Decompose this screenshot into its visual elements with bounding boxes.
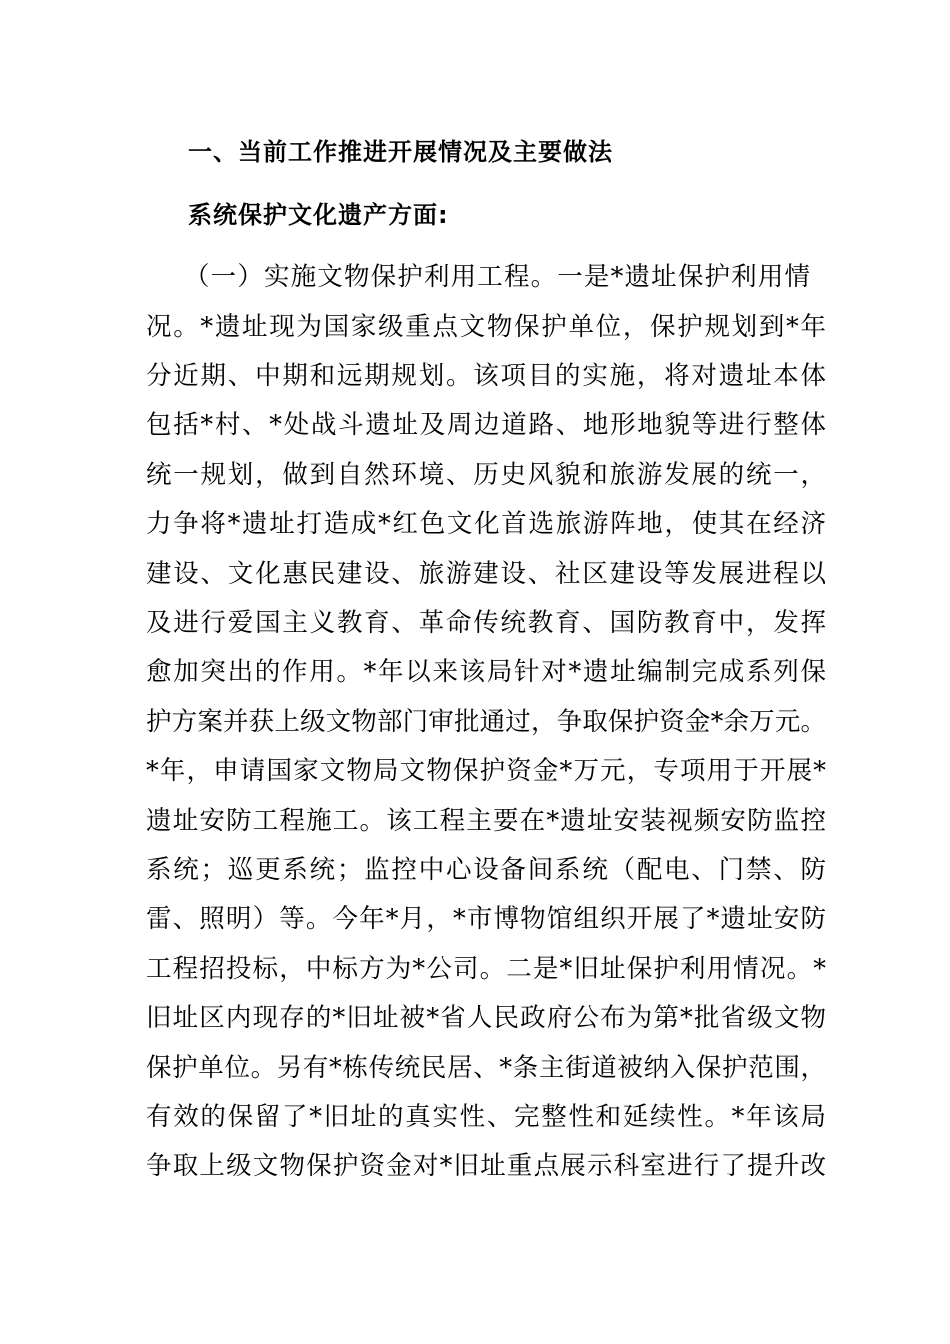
paragraph-line: 保护单位。另有*栋传统民居、*条主街道被纳入保护范围， <box>146 1053 826 1083</box>
paragraph-line: 护方案并获上级文物部门审批通过，争取保护资金*余万元。 <box>146 707 826 737</box>
paragraph-line: 旧址区内现存的*旧址被*省人民政府公布为第*批省级文物 <box>146 1003 826 1033</box>
paragraph-line: 力争将*遗址打造成*红色文化首选旅游阵地，使其在经济 <box>146 509 826 539</box>
paragraph-line: 雷、照明）等。今年*月，*市博物馆组织开展了*遗址安防 <box>146 904 826 934</box>
paragraph-line: 况。*遗址现为国家级重点文物保护单位，保护规划到*年 <box>146 312 826 342</box>
paragraph-line: 统一规划，做到自然环境、历史风貌和旅游发展的统一， <box>146 460 826 490</box>
paragraph-line: 分近期、中期和远期规划。该项目的实施，将对遗址本体 <box>146 361 826 391</box>
paragraph-line: （一）实施文物保护利用工程。一是*遗址保护利用情 <box>184 262 810 292</box>
paragraph-line: 有效的保留了*旧址的真实性、完整性和延续性。*年该局 <box>146 1102 826 1132</box>
paragraph-line: 包括*村、*处战斗遗址及周边道路、地形地貌等进行整体 <box>146 410 826 440</box>
paragraph-line: *年，申请国家文物局文物保护资金*万元，专项用于开展* <box>146 756 826 786</box>
section-heading: 一、当前工作推进开展情况及主要做法 <box>188 138 613 166</box>
paragraph-line: 遗址安防工程施工。该工程主要在*遗址安装视频安防监控 <box>146 806 826 836</box>
paragraph-line: 工程招投标，中标方为*公司。二是*旧址保护利用情况。* <box>146 954 826 984</box>
paragraph-line: 建设、文化惠民建设、旅游建设、社区建设等发展进程以 <box>146 559 826 589</box>
paragraph-line: 及进行爱国主义教育、革命传统教育、国防教育中，发挥 <box>146 608 826 638</box>
subsection-heading: 系统保护文化遗产方面: <box>188 201 449 229</box>
paragraph-line: 愈加突出的作用。*年以来该局针对*遗址编制完成系列保 <box>146 657 826 687</box>
paragraph-line: 争取上级文物保护资金对*旧址重点展示科室进行了提升改 <box>146 1151 826 1181</box>
paragraph-line: 系统；巡更系统；监控中心设备间系统（配电、门禁、防 <box>146 855 826 885</box>
